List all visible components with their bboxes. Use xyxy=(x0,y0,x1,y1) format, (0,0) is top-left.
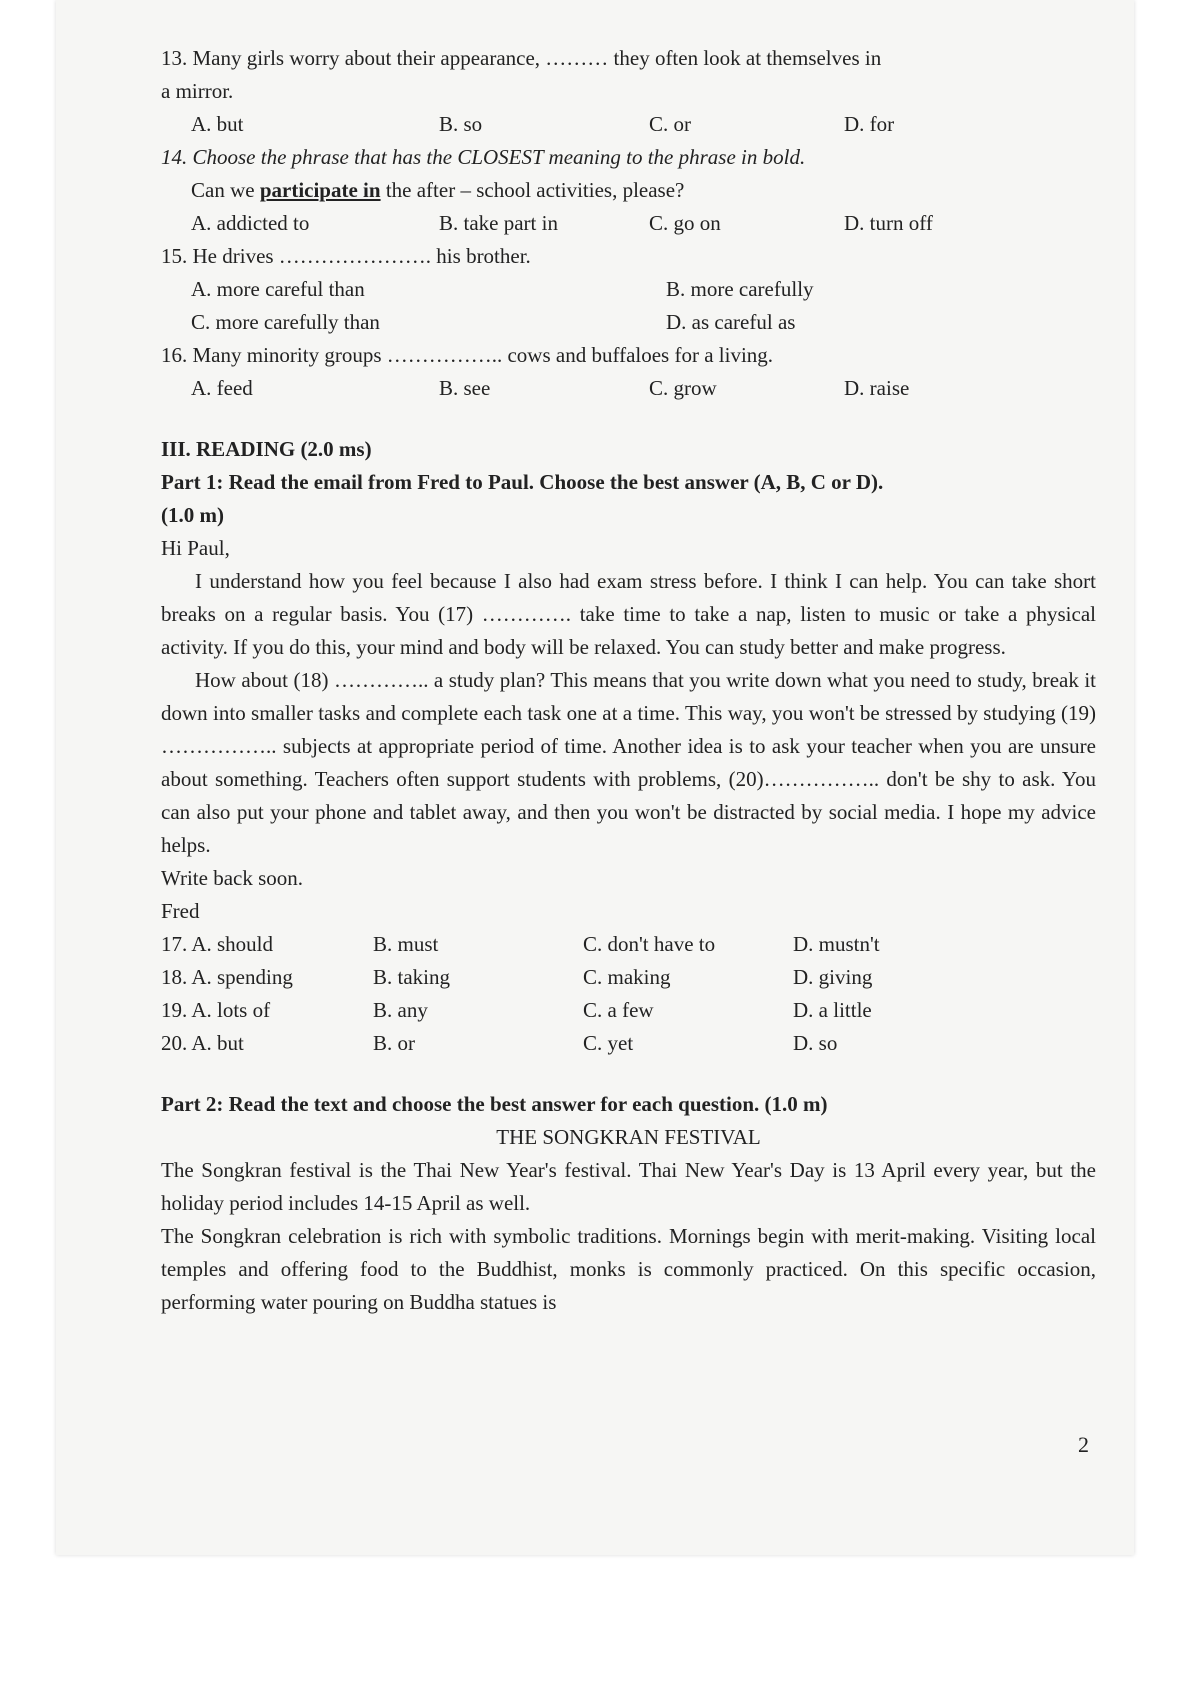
email-signature: Fred xyxy=(161,899,200,923)
answer-option: B. or xyxy=(373,1031,415,1055)
option-b: B. more carefully xyxy=(666,277,814,301)
question-13-options xyxy=(161,108,1096,141)
question-14-sentence xyxy=(161,174,1096,207)
part2-paragraph-1: The Songkran festival is the Thai New Year's festival. Thai New Year's Day is 13 April every year, but the holiday period includes 14-15 April as well. xyxy=(161,1158,1096,1215)
page-number: 2 xyxy=(1078,1432,1089,1457)
answer-option: B. any xyxy=(373,998,428,1022)
option-c: C. or xyxy=(649,112,691,136)
answer-option: D. giving xyxy=(793,965,873,989)
question-16-text: 16. Many minority groups …………….. cows and buffaloes for a living. xyxy=(161,343,774,367)
answer-option: D. a little xyxy=(793,998,872,1022)
email-paragraph-2: How about (18) ………….. a study plan? This means that you write down what you need to study, break it down into smaller tasks and complete each task one at a time. This way, you won't be stressed by studying (19) …………….. subjects at appropriate period of time. Another idea is to ask your teacher when you are unsure about something. Teachers often support students with problems, (20)…………….. don't be shy to ask. You can also put your phone and tablet away, and then you won't be distracted by social media. I hope my advice helps. xyxy=(161,668,1096,857)
answer-option: 18. A. spending xyxy=(161,965,293,989)
answer-option: C. don't have to xyxy=(583,932,716,956)
question-15-options-row1 xyxy=(161,273,1096,306)
option-c: C. more carefully than xyxy=(191,310,380,334)
answer-row-20 xyxy=(161,1027,1096,1060)
question-15-text: 15. He drives …………………. his brother. xyxy=(161,244,531,268)
answer-row-18 xyxy=(161,961,1096,994)
option-d: D. raise xyxy=(844,376,910,400)
answer-row-19 xyxy=(161,994,1096,1027)
option-b: B. so xyxy=(439,112,483,136)
answer-option: 17. A. should xyxy=(161,932,274,956)
question-13-text: 13. Many girls worry about their appearance, ……… they often look at themselves in xyxy=(161,46,882,70)
option-a: A. addicted to xyxy=(191,211,310,235)
answer-option: B. taking xyxy=(373,965,450,989)
part1-heading: Part 1: Read the email from Fred to Paul. Choose the best answer (A, B, C or D). xyxy=(161,470,884,494)
option-a: A. feed xyxy=(191,376,253,400)
answer-option: D. mustn't xyxy=(793,932,880,956)
option-d: D. as careful as xyxy=(666,310,796,334)
part2-title: THE SONGKRAN FESTIVAL xyxy=(496,1125,761,1149)
part1-heading-cont: (1.0 m) xyxy=(161,503,224,527)
question-14-instruction: 14. Choose the phrase that has the CLOSEST meaning to the phrase in bold. xyxy=(161,145,806,169)
option-d: D. turn off xyxy=(844,211,933,235)
option-a: A. more careful than xyxy=(191,277,365,301)
option-c: C. grow xyxy=(649,376,717,400)
option-a: A. but xyxy=(191,112,244,136)
answer-option: 19. A. lots of xyxy=(161,998,271,1022)
part2-paragraph-2: The Songkran celebration is rich with symbolic traditions. Mornings begin with merit-making. Visiting local temples and offering food to the Buddhist, monks is commonly practiced. On this specific occasion, performing water pouring on Buddha statues is xyxy=(161,1224,1096,1314)
option-c: C. go on xyxy=(649,211,721,235)
option-b: B. take part in xyxy=(439,211,558,235)
question-13-text-cont: a mirror. xyxy=(161,79,234,103)
page-content xyxy=(161,42,1096,1319)
email-paragraph-1: I understand how you feel because I also had exam stress before. I think I can help. You can take short breaks on a regular basis. You (17) …………. take time to take a nap, listen to music or take a physical activity. If you do this, your mind and body will be relaxed. You can study better and make progress. xyxy=(161,569,1096,659)
answer-option: 20. A. but xyxy=(161,1031,244,1055)
answer-option: C. yet xyxy=(583,1031,634,1055)
document-page xyxy=(56,0,1134,1555)
section-heading-reading: III. READING (2.0 ms) xyxy=(161,437,372,461)
option-b: B. see xyxy=(439,376,491,400)
question-15-options-row2 xyxy=(161,306,1096,339)
part2-heading: Part 2: Read the text and choose the best answer for each question. (1.0 m) xyxy=(161,1092,828,1116)
answer-option: C. a few xyxy=(583,998,654,1022)
question-14-options xyxy=(161,207,1096,240)
sentence-after: the after – school activities, please? xyxy=(380,178,685,202)
answer-option: B. must xyxy=(373,932,439,956)
email-greeting: Hi Paul, xyxy=(161,536,230,560)
bold-phrase: participate in xyxy=(259,178,381,202)
email-closing: Write back soon. xyxy=(161,866,304,890)
answer-option: D. so xyxy=(793,1031,838,1055)
question-16-options xyxy=(161,372,1096,405)
answer-option: C. making xyxy=(583,965,671,989)
answer-row-17 xyxy=(161,928,1096,961)
sentence-before: Can we xyxy=(191,178,260,202)
option-d: D. for xyxy=(844,112,895,136)
